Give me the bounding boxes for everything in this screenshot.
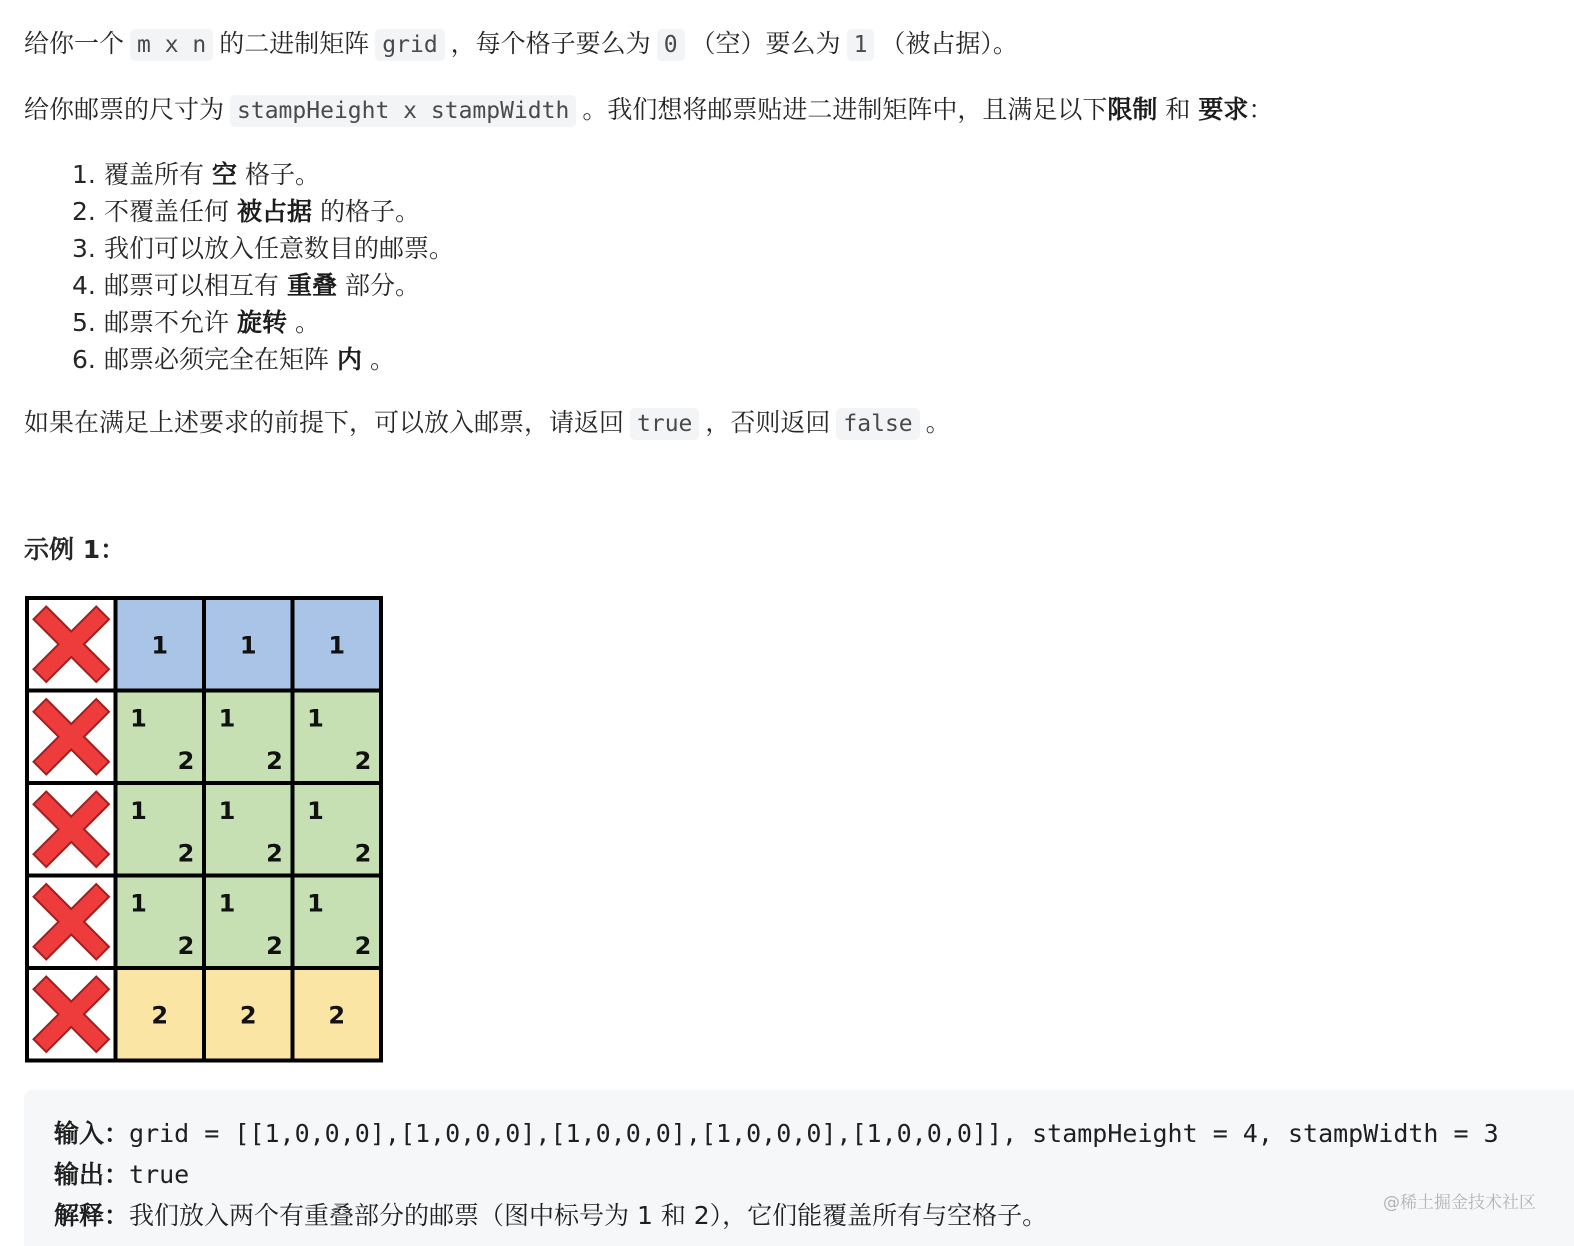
stamp-label: 2 [328, 1001, 346, 1030]
grid-cell [293, 598, 382, 691]
stamp-label: 2 [151, 1001, 169, 1030]
stamp-label: 2 [354, 932, 372, 960]
stamp-label: 1 [151, 631, 169, 660]
grid-cell [293, 876, 382, 969]
explanation-line: 解释：我们放入两个有重叠部分的邮票（图中标号为 1 和 2），它们能覆盖所有与空格子。 [54, 1201, 1048, 1230]
example-io-block [24, 1090, 1574, 1246]
code-mn: m x n [130, 29, 213, 61]
stamp-label: 2 [266, 747, 283, 775]
example-title: 示例 1： [24, 535, 126, 564]
watermark: @稀土掘金技术社区 [1383, 1193, 1536, 1213]
output-line: 输出：true [54, 1160, 190, 1189]
code-one: 1 [847, 29, 875, 61]
grid-cell [116, 598, 205, 691]
rules-list [72, 156, 454, 378]
grid-cell [204, 598, 293, 691]
stamp-label: 1 [307, 704, 324, 733]
stamp-label: 2 [177, 932, 195, 960]
stamp-label: 1 [218, 704, 236, 733]
input-line: 输入：grid = [[1,0,0,0],[1,0,0,0],[1,0,0,0],[1,0,0,0],[1,0,0,0]], stampHeight = 4, stampWidth = 3 [54, 1119, 1499, 1148]
grid-cell [204, 691, 293, 784]
problem-intro: 给你一个 m x n 的二进制矩阵 grid ，每个格子要么为 0 （空）要么为 1 （被占据）。 [24, 26, 1018, 63]
stamp-label: 1 [218, 889, 236, 918]
stamp-label: 1 [307, 889, 324, 918]
stamp-label: 2 [266, 839, 283, 868]
bold-limit: 限制 [1107, 95, 1158, 124]
stamp-label: 2 [177, 839, 195, 868]
stamp-label: 1 [328, 631, 346, 660]
stamp-label: 2 [354, 839, 372, 868]
stamp-label: 2 [354, 747, 372, 775]
grid-cell [293, 691, 382, 784]
grid-cell [204, 968, 293, 1061]
return-paragraph: 如果在满足上述要求的前提下，可以放入邮票，请返回 true ，否则返回 false 。 [24, 405, 951, 442]
list-item: 1. 覆盖所有 空 格子。 [72, 160, 320, 189]
grid-cell [116, 876, 205, 969]
code-false: false [836, 408, 919, 440]
stamp-size-paragraph: 给你邮票的尺寸为 stampHeight x stampWidth 。我们想将邮票贴进二进制矩阵中，且满足以下限制 和 要求： [24, 92, 1273, 129]
stamp-label: 1 [307, 797, 324, 825]
grid-cell [116, 783, 205, 876]
grid-cell [116, 691, 205, 784]
grid-cell [27, 876, 116, 969]
grid-cell [116, 968, 205, 1061]
grid-cell [293, 783, 382, 876]
stamp-label: 2 [239, 1001, 257, 1030]
grid-cell [204, 876, 293, 969]
stamp-label: 1 [239, 631, 257, 660]
grid-cell [27, 968, 116, 1061]
code-grid: grid [375, 29, 444, 61]
stamp-label: 1 [130, 704, 147, 733]
grid-cell [293, 968, 382, 1061]
stamp-label: 1 [130, 889, 147, 918]
bold-require: 要求 [1198, 95, 1249, 124]
stamp-label: 1 [218, 797, 236, 825]
code-zero: 0 [657, 29, 685, 61]
stamp-label: 1 [130, 797, 147, 825]
list-item: 4. 邮票可以相互有 重叠 部分。 [72, 271, 420, 300]
list-item: 2. 不覆盖任何 被占据 的格子。 [72, 197, 420, 226]
grid-cell [27, 598, 116, 691]
grid-cell [204, 783, 293, 876]
grid-cell [27, 691, 116, 784]
code-stamp-size: stampHeight x stampWidth [230, 95, 576, 127]
stamp-grid-figure [24, 595, 384, 1065]
list-item: 5. 邮票不允许 旋转 。 [72, 308, 320, 337]
grid-cell [27, 783, 116, 876]
list-item: 3. 我们可以放入任意数目的邮票。 [72, 234, 455, 263]
stamp-label: 2 [266, 932, 283, 960]
list-item: 6. 邮票必须完全在矩阵 内 。 [72, 345, 395, 374]
code-true: true [630, 408, 699, 440]
stamp-label: 2 [177, 747, 195, 775]
